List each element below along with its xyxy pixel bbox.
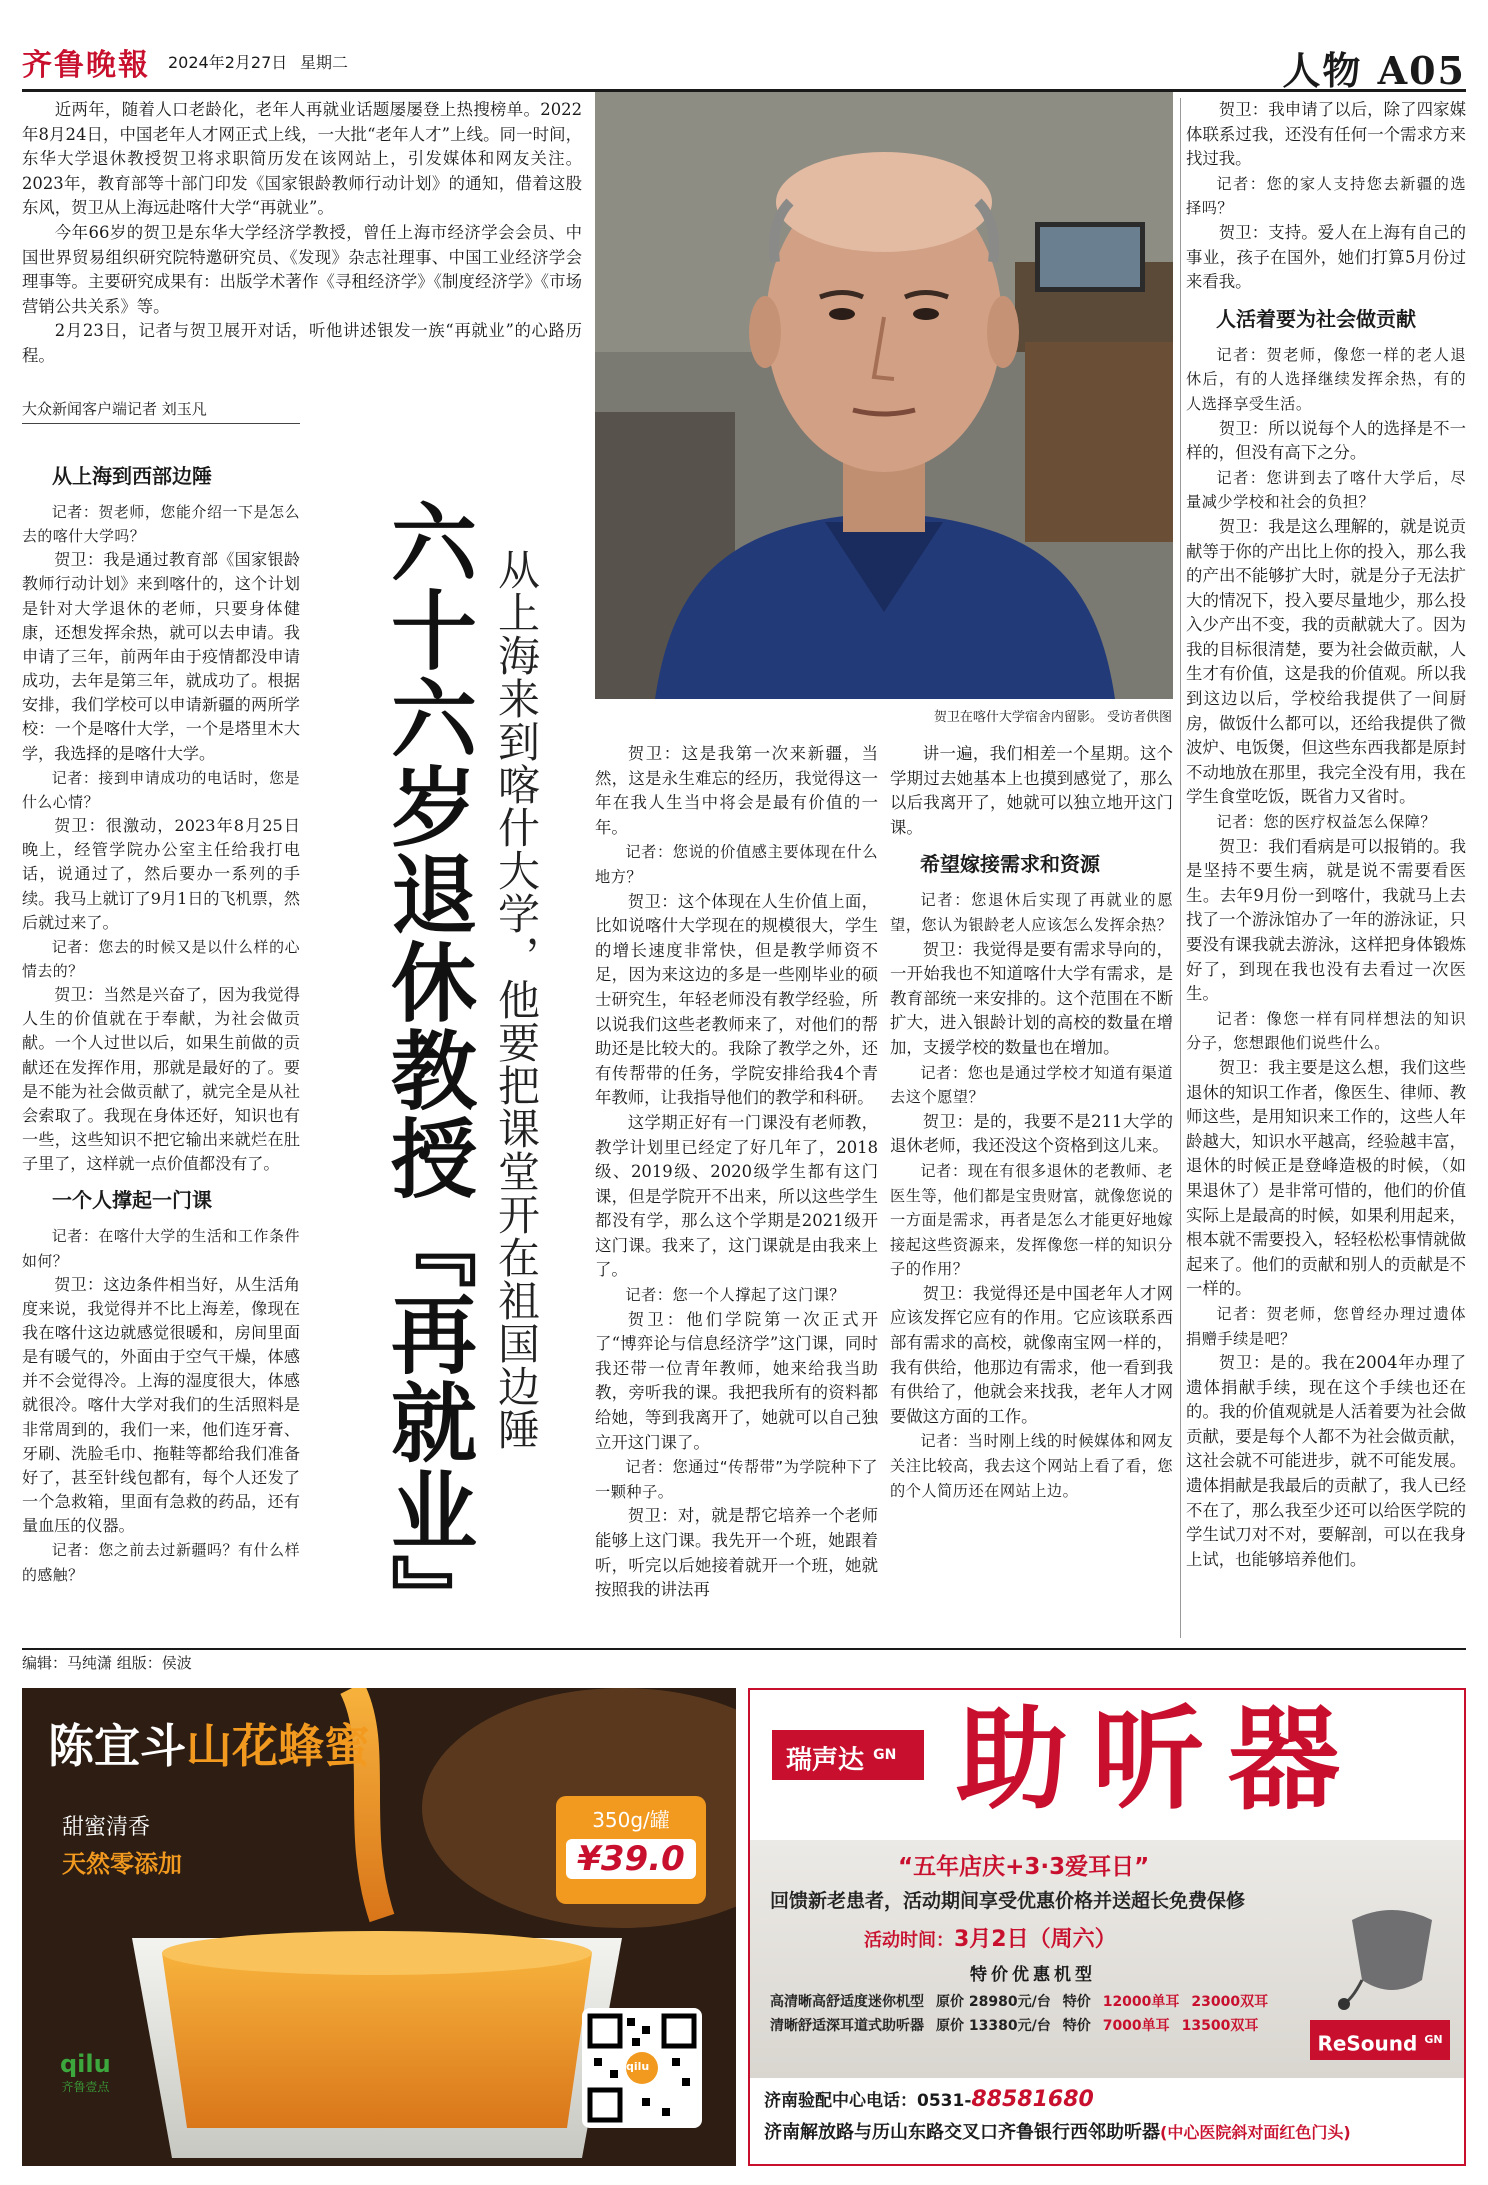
- sub-headline: 从上海来到喀什大学，他要把课堂开在祖国边陲: [492, 548, 541, 1451]
- article-intro: [22, 98, 582, 369]
- qr-brand: qilu: [626, 2060, 650, 2073]
- qilu-logo: [60, 2050, 111, 2095]
- question-paragraph: 记者：您说的价值感主要体现在什么地方？: [595, 843, 878, 886]
- answer-paragraph: 贺卫：我主要是这么想，我们这些退休的知识工作者，像医生、律师、教师这些，是用知识来工作的，这些人年龄越大，知识水平越高，经验越丰富，退休的时候正是登峰造极的时候，（如果退休了）是非常可惜的，他们的价值实际上是最高的时候，如果利用起来，根本就不需要投入，轻轻松松事情就做起来了。他们的贡献和别人的贡献是不一样的。: [1186, 1057, 1466, 1299]
- honey-title: 陈宜斗山花蜂蜜: [48, 1719, 370, 1773]
- section-heading: 人活着要为社会做贡献: [1216, 306, 1416, 331]
- answer-paragraph: 贺卫：很激动，2023年8月25日晚上，经管学院办公室主任给我打电话，说通过了，然后要办一系列的手续。我马上就订了9月1日的飞机票，然后就过来了。: [22, 816, 300, 932]
- answer-paragraph: 讲一遍，我们相差一个星期。这个学期过去她基本上也摸到感觉了，那么以后我离开了，她就可以独立地开这门课。: [890, 744, 1173, 837]
- column-divider: [1180, 98, 1181, 1638]
- model-sp: 特价: [1062, 1994, 1091, 2010]
- hearing-offer-panel: [750, 1840, 1464, 2078]
- model-name: 清晰舒适深耳道式助听器: [770, 2018, 924, 2034]
- answer-paragraph: 贺卫：我觉得是要有需求导向的，一开始我也不知道喀什大学有需求，是教育部统一来安排的。这个范围在不断扩大，进入银龄计划的高校的数量在增加，支援学校的数量也在增加。: [890, 939, 1173, 1057]
- question-paragraph: 记者：您的家人支持您去新疆的选择吗？: [1186, 174, 1466, 218]
- question-paragraph: 记者：当时刚上线的时候媒体和网友关注比较高，我去这个网站上看了看，您的个人简历还在网站上边。: [890, 1432, 1173, 1500]
- question-paragraph: 记者：您去的时候又是以什么样的心情去的？: [22, 937, 300, 980]
- hearing-contact: [750, 2082, 1464, 2166]
- model-sp: 特价: [1062, 2018, 1091, 2034]
- question-paragraph: 记者：您的医疗权益怎么保障？: [1216, 813, 1437, 832]
- qilu-logo-subtext: 齐鲁壹点: [61, 2080, 110, 2094]
- issue-weekday: 星期二: [300, 53, 349, 72]
- intro-paragraph: 今年66岁的贺卫是东华大学经济学教授，曾任上海市经济学会会员、中国世界贸易组织研究院特邀研究员、《发现》杂志社理事、中国工业经济学会理事等。主要研究成果有：出版学术著作《寻租经济学》《制度经济学》《市场营销公共关系》等。: [22, 222, 582, 316]
- question-paragraph: 记者：像您一样有同样想法的知识分子，您想跟他们说些什么。: [1186, 1009, 1466, 1053]
- answer-paragraph: 贺卫：我申请了以后，除了四家媒体联系过我，还没有任何一个需求方来找过我。: [1186, 100, 1466, 169]
- answer-paragraph: 贺卫：所以说每个人的选择是不一样的，但没有高下之分。: [1186, 418, 1466, 463]
- article-column-3: [890, 742, 1173, 1503]
- answer-paragraph: 贺卫：我觉得还是中国老年人才网应该发挥它应有的作用。它应该联系西部有需求的高校，就像南宝网一样的，我有供给，他那边有需求，他一看到我有供给了，他就会来找我，老年人才网要做这方面的工作。: [890, 1283, 1173, 1426]
- answer-paragraph: 贺卫：这边条件相当好，从生活角度来说，我觉得并不比上海差，像现在我在喀什这边就感觉很暖和，房间里面是有暖气的，外面由于空气干燥，体感并不会觉得冷。上海的湿度很大，体感就很冷。喀什大学对我们的生活照料是非常周到的，我们一来，他们连牙膏、牙刷、洗脸毛巾、拖鞋等都给我们准备好了，甚至针线包都有，每个人还发了一个急救箱，里面有急救的药品，还有量血压的仪器。: [22, 1274, 300, 1536]
- model-row: [770, 2014, 1330, 2038]
- price-badge: [556, 1796, 706, 1904]
- question-paragraph: 记者：贺老师，您能介绍一下是怎么去的喀什大学吗？: [22, 503, 300, 546]
- model-p1: 7000单耳: [1102, 2018, 1170, 2034]
- hearing-aid-device-icon: [1332, 1900, 1452, 2010]
- editor-credits: 编辑：马纯潇 组版：侯波: [22, 1654, 192, 1672]
- qr-code[interactable]: [582, 2008, 702, 2128]
- section-heading: 一个人撑起一门课: [52, 1188, 212, 1213]
- answer-paragraph: 这学期正好有一门课没有老师教，教学计划里已经定了好几年了，2018级、2019级、2020级学生都有这门课，但是学院开不出来，所以这些学生都没有学，那么这个学期是2021级开这门课。我来了，这门课就是由我来上了。: [595, 1112, 878, 1280]
- answer-paragraph: 贺卫：这个体现在人生价值上面，比如说喀什大学现在的规模很大，学生的增长速度非常快，但是教学师资不足，因为来这边的多是一些刚毕业的硕士研究生，年轻老师没有教学经验，所以说我们这些老教师来了，对他们的帮助还是比较大的。我除了教学之外，还有传帮带的任务，学院安排给我4个青年教师，让我指导他们的教学和科研。: [595, 891, 878, 1108]
- phone-row[interactable]: 济南验配中心电话：0531-88581680: [764, 2087, 1094, 2112]
- question-paragraph: 记者：您通过“传帮带”为学院种下了一颗种子。: [595, 1458, 878, 1501]
- issue-date: 2024年2月27日: [168, 53, 288, 72]
- hearing-aid-title: 助听器: [956, 1695, 1364, 1825]
- section-heading: 从上海到西部边陲: [52, 464, 212, 488]
- question-paragraph: 记者：您讲到去了喀什大学后，尽量减少学校和社会的负担？: [1186, 468, 1466, 512]
- portrait-illustration: [595, 92, 1173, 699]
- question-paragraph: 记者：接到申请成功的电话时，您是什么心情？: [22, 768, 300, 811]
- question-paragraph: 记者：贺老师，像您一样的老人退休后，有的人选择继续发挥余热，有的人选择享受生活。: [1186, 345, 1466, 413]
- question-paragraph: 记者：您之前去过新疆吗？有什么样的感触？: [22, 1541, 300, 1584]
- section-label: 人物 A05: [1282, 48, 1466, 93]
- article-column-2: [595, 742, 878, 1603]
- portrait-photo: [595, 92, 1173, 699]
- newspaper-logo: 齐鲁晚報: [22, 48, 150, 83]
- honey-advertisement[interactable]: [22, 1688, 736, 2166]
- answer-paragraph: 贺卫：支持。爱人在上海有自己的事业，孩子在国外，她们打算5月份过来看我。: [1186, 222, 1466, 292]
- answer-paragraph: 贺卫：是的，我要不是211大学的退休老师，我还没这个资格到这儿来。: [890, 1111, 1173, 1156]
- honey-price: ¥39.0: [566, 1839, 696, 1879]
- masthead: [22, 40, 1466, 92]
- article-column-4: [1186, 98, 1466, 1572]
- intro-paragraph: 2月23日，记者与贺卫展开对话，听他讲述银发一族“再就业”的心路历程。: [22, 321, 582, 365]
- intro-paragraph: 近两年，随着人口老龄化，老年人再就业话题屡屡登上热搜榜单。2022年8月24日，中国老年人才网正式上线，一大批“老年人才”上线。同一时间，东华大学退休教授贺卫将求职简历发在该网站上，引发媒体和网友关注。2023年，教育部等十部门印发《国家银龄教师行动计划》的通知，借着这股东风，贺卫从上海远赴喀什大学“再就业”。: [22, 100, 582, 218]
- phone-number[interactable]: 88581680: [971, 2087, 1094, 2112]
- question-paragraph: 记者：您退休后实现了再就业的愿望，您认为银龄老人应该怎么发挥余热？: [890, 891, 1173, 934]
- model-orig: 原价 13380元/台: [936, 2018, 1051, 2034]
- honey-weight: 350g/罐: [592, 1808, 670, 1832]
- honey-tagline-1: 甜蜜清香: [62, 1815, 151, 1840]
- offer-text: 回馈新老患者，活动期间享受优惠价格并送超长免费保修: [770, 1890, 1246, 1912]
- main-headline: 六十六岁退休教授『再就业』: [376, 498, 477, 1642]
- answer-paragraph: 贺卫：我们看病是可以报销的。我是坚持不要生病，就是说不需要看医生。去年9月份一到喀什，我就马上去找了一个游泳馆办了一年的游泳证，只要没有课我就去游泳，这样把身体锻炼好了，到现在我也没有去看过一次医生。: [1186, 836, 1466, 1004]
- model-name: 高清晰高舒适度迷你机型: [770, 1994, 924, 2010]
- byline: 大众新闻客户端记者 刘玉凡: [22, 398, 300, 424]
- qilu-logo-text: qilu: [60, 2050, 111, 2078]
- answer-paragraph: 贺卫：这是我第一次来新疆，当然，这是永生难忘的经历，我觉得这一年在我人生当中将会是最有价值的一年。: [595, 744, 878, 837]
- brand-badge: 瑞声达 $^{GN}$: [772, 1730, 924, 1780]
- resound-logo: ReSound $^{GN}$: [1310, 2020, 1450, 2060]
- address-row: 济南解放路与历山东路交叉口齐鲁银行西邻助听器(中心医院斜对面红色门头): [764, 2122, 1351, 2143]
- question-paragraph: 记者：您也是通过学校才知道有渠道去这个愿望？: [890, 1063, 1173, 1107]
- answer-paragraph: 贺卫：我是通过教育部《国家银龄教师行动计划》来到喀什的，这个计划是针对大学退休的老师，只要身体健康，还想发挥余热，就可以去申请。我申请了三年，前两年由于疫情都没申请成功，去年是第三年，就成功了。根据安排，我们学校可以申请新疆的两所学校：一个是喀什大学，一个是塔里木大学，我选择的是喀什大学。: [22, 550, 300, 763]
- answer-paragraph: 贺卫：是的。我在2004年办理了遗体捐献手续，现在这个手续也还在的。我的价值观就是人活着要为社会做贡献，要是每个人都不为社会做贡献，这社会就不可能进步，就不可能发展。遗体捐献是我最后的贡献了，我人已经不在了，那么我至少还可以给医学院的学生试刀对不对，要解剖，可以在我身上试，也能够培养他们。: [1186, 1353, 1466, 1569]
- event-time: 活动时间：3月2日（周六）: [864, 1927, 1117, 1952]
- question-paragraph: 记者：贺老师，您曾经办理过遗体捐赠手续是吧？: [1186, 1304, 1466, 1348]
- hearing-aid-advertisement[interactable]: [748, 1688, 1466, 2166]
- question-paragraph: 记者：您一个人撑起了这门课？: [625, 1286, 846, 1305]
- model-p2: 23000双耳: [1191, 1994, 1269, 2010]
- article-column-1: [22, 452, 300, 1587]
- model-orig: 原价 28980元/台: [936, 1994, 1051, 2010]
- models-title: 特价优惠机型: [970, 1965, 1096, 1985]
- answer-paragraph: 贺卫：他们学院第一次正式开了“博弈论与信息经济学”这门课，同时我还带一位青年教师，她来给我当助教，旁听我的课。我把我所有的资料都给她，等到我离开了，她就可以自己独立开这门课了。: [595, 1309, 878, 1452]
- model-table: [770, 1990, 1330, 2038]
- answer-paragraph: 贺卫：我是这么理解的，就是说贡献等于你的产出比上你的投入，那么我的产出不能够扩大时，就是分子无法扩大的情况下，投入要尽量地少，那么投入少产出不变，我的贡献就大了。因为我的目标很清楚，要为社会做贡献，人生才有价值，这是我的价值观。所以我到这边以后，学校给我提供了一间厨房，做饭什么都可以，还给我提供了微波炉、电饭煲，但这些东西我都是原封不动地放在那里，我完全没有用，我在学生食堂吃饭，既省力又省时。: [1186, 516, 1466, 807]
- model-row: [770, 1990, 1330, 2014]
- question-paragraph: 记者：在喀什大学的生活和工作条件如何？: [22, 1227, 300, 1270]
- model-p1: 12000单耳: [1102, 1994, 1180, 2010]
- section-heading: 希望嫁接需求和资源: [920, 852, 1100, 877]
- event-name: “五年店庆+3·3爱耳日”: [898, 1854, 1150, 1880]
- question-paragraph: 记者：现在有很多退休的老教师、老医生等，他们都是宝贵财富，就像您说的一方面是需求，再者是怎么才能更好地嫁接起这些资源来，发挥像您一样的知识分子的作用？: [890, 1161, 1173, 1279]
- hearing-ad-header: [750, 1690, 1464, 1838]
- honey-tagline-2: 天然零添加: [62, 1850, 182, 1878]
- answer-paragraph: 贺卫：对，就是帮它培养一个老师能够上这门课。我先开一个班，她跟着听，听完以后她接着就开一个班，她就按照我的讲法再: [595, 1506, 878, 1600]
- footer-rule: [22, 1648, 1466, 1650]
- model-p2: 13500双耳: [1181, 2018, 1259, 2034]
- photo-caption: 贺卫在喀什大学宿舍内留影。 受访者供图: [933, 710, 1172, 725]
- answer-paragraph: 贺卫：当然是兴奋了，因为我觉得人生的价值就在于奉献，为社会做贡献。一个人过世以后，如果生前做的贡献还在发挥作用，那就是最好的了。要是不能为社会做贡献了，就完全是从社会索取了。我现在身体还好，知识也有一些，这些知识不把它输出来就烂在肚子里了，这样就一点价值都没有了。: [22, 985, 300, 1174]
